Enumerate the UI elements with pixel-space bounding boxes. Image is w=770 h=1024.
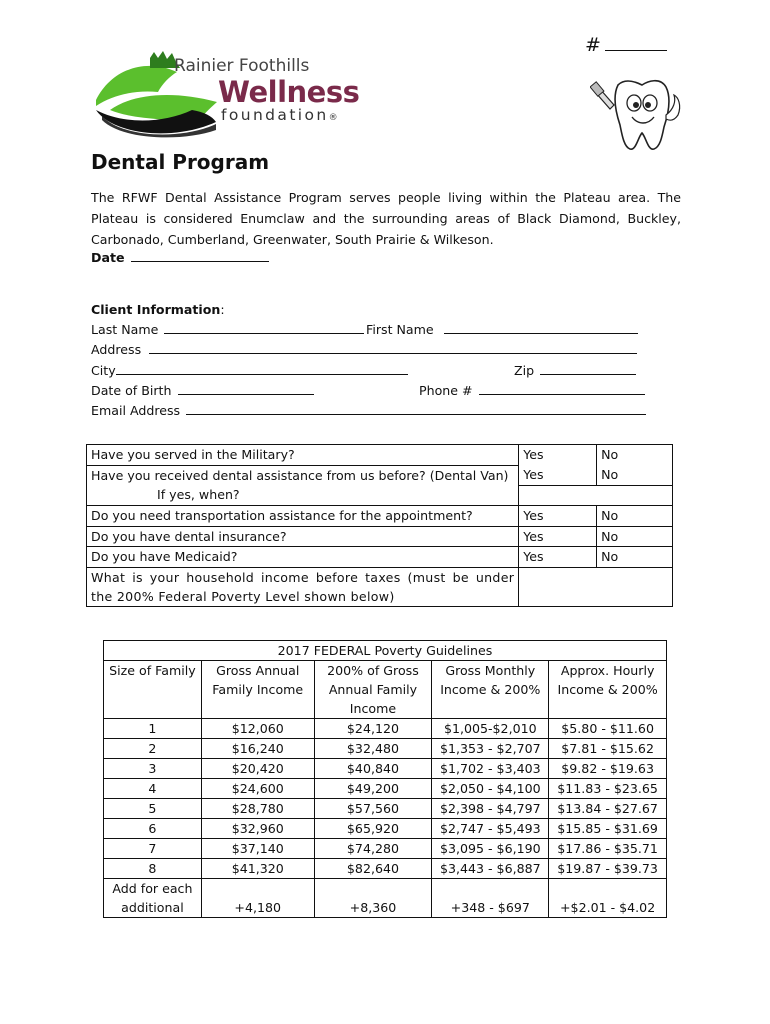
monthly-cell: $1,005-$2,010 (432, 719, 549, 739)
family-size-cell: 4 (104, 779, 202, 799)
gross-annual-cell: $24,600 (201, 779, 314, 799)
yes-option[interactable]: Yes (519, 445, 597, 466)
family-size-cell: 1 (104, 719, 202, 739)
city-field[interactable] (91, 363, 408, 378)
org-name-top: Rainier Foothills (174, 56, 310, 76)
question-text: Have you received dental assistance from us before? (Dental Van) (87, 465, 519, 485)
table-title-row (104, 641, 667, 661)
city-label: City (91, 363, 116, 378)
yes-option[interactable]: Yes (519, 547, 597, 568)
monthly-cell: $2,747 - $5,493 (432, 819, 549, 839)
question-text: Have you served in the Military? (87, 445, 519, 466)
form-number-line (605, 36, 667, 51)
first-name-line (444, 322, 638, 334)
annual-200-cell: $82,640 (314, 859, 432, 879)
zip-field[interactable] (514, 363, 636, 378)
column-header: Gross Monthly Income & 200% (432, 661, 549, 719)
dob-field[interactable] (91, 383, 314, 398)
hourly-cell: $19.87 - $39.73 (549, 859, 667, 879)
no-option[interactable]: No (597, 526, 673, 547)
registered-mark: ® (328, 113, 338, 123)
yes-option[interactable]: Yes (519, 526, 597, 547)
date-line (131, 250, 269, 262)
table-row (87, 506, 673, 527)
hourly-cell: $13.84 - $27.67 (549, 799, 667, 819)
gross-annual-cell: $12,060 (201, 719, 314, 739)
question-text: Do you need transportation assistance for the appointment? (87, 506, 519, 527)
email-line (186, 403, 646, 415)
table-row (87, 547, 673, 568)
monthly-cell: $2,398 - $4,797 (432, 799, 549, 819)
family-size-cell: 7 (104, 839, 202, 859)
last-name-label: Last Name (91, 322, 159, 337)
monthly-cell: $3,095 - $6,190 (432, 839, 549, 859)
no-option[interactable]: No (597, 547, 673, 568)
org-name-main: Wellness (218, 75, 360, 109)
question-text: What is your household income before taxes (must be under the 200% Federal Poverty Level shown below) (87, 568, 519, 607)
annual-200-cell: $57,560 (314, 799, 432, 819)
annual-200-cell: $74,280 (314, 839, 432, 859)
monthly-cell: $1,702 - $3,403 (432, 759, 549, 779)
column-header: Approx. Hourly Income & 200% (549, 661, 667, 719)
poverty-guidelines-table (103, 640, 667, 918)
client-info-heading (91, 302, 225, 317)
dob-line (178, 383, 314, 395)
question-text: Do you have Medicaid? (87, 547, 519, 568)
table-row (104, 739, 667, 759)
tooth-mascot-icon (590, 75, 685, 155)
table-row-additional (104, 879, 667, 918)
hourly-cell: $9.82 - $19.63 (549, 759, 667, 779)
last-name-line (164, 322, 364, 334)
gross-annual-cell: $37,140 (201, 839, 314, 859)
annual-200-cell: $40,840 (314, 759, 432, 779)
column-header: 200% of Gross Annual Family Income (314, 661, 432, 719)
table-row (87, 568, 673, 607)
hourly-cell: $17.86 - $35.71 (549, 839, 667, 859)
email-field[interactable] (91, 403, 646, 418)
yes-option[interactable]: Yes (519, 506, 597, 527)
form-number-field[interactable] (585, 34, 667, 56)
family-size-cell: 2 (104, 739, 202, 759)
hourly-cell: $5.80 - $11.60 (549, 719, 667, 739)
monthly-cell: $1,353 - $2,707 (432, 739, 549, 759)
zip-line (540, 363, 636, 375)
address-line (149, 342, 637, 354)
table-header-row (104, 661, 667, 719)
family-size-cell: 6 (104, 819, 202, 839)
hourly-cell: +$2.01 - $4.02 (549, 879, 667, 918)
table-title: 2017 FEDERAL Poverty Guidelines (104, 641, 667, 661)
when-answer-cell[interactable] (519, 485, 673, 506)
table-row (87, 485, 673, 506)
table-row (104, 759, 667, 779)
table-row (104, 839, 667, 859)
intro-paragraph: The RFWF Dental Assistance Program serves people living within the Plateau area. The Plateau is considered Enumclaw and the surrounding areas of Black Diamond, Buckley, Carbonado, Cumberland, Greenwater, South Prairie & Wilkeson. (91, 190, 681, 247)
table-row (104, 779, 667, 799)
table-row (104, 799, 667, 819)
no-option[interactable]: No (597, 445, 673, 466)
annual-200-cell: $65,920 (314, 819, 432, 839)
table-row (87, 526, 673, 547)
dob-label: Date of Birth (91, 383, 172, 398)
monthly-cell: $2,050 - $4,100 (432, 779, 549, 799)
family-size-cell: Add for each additional (104, 879, 202, 918)
column-header: Size of Family (104, 661, 202, 719)
date-field[interactable] (91, 250, 269, 265)
gross-annual-cell: $32,960 (201, 819, 314, 839)
table-row (87, 465, 673, 485)
table-row (104, 859, 667, 879)
hourly-cell: $15.85 - $31.69 (549, 819, 667, 839)
zip-label: Zip (514, 363, 535, 378)
phone-label: Phone # (419, 383, 473, 398)
table-row (87, 445, 673, 466)
annual-200-cell: $24,120 (314, 719, 432, 739)
monthly-cell: +348 - $697 (432, 879, 549, 918)
hourly-cell: $7.81 - $15.62 (549, 739, 667, 759)
monthly-cell: $3,443 - $6,887 (432, 859, 549, 879)
phone-field[interactable] (419, 383, 645, 398)
form-number-label: # (585, 34, 601, 56)
no-option[interactable]: No (597, 506, 673, 527)
client-info-heading-text: Client Information (91, 302, 221, 317)
gross-annual-cell: $20,420 (201, 759, 314, 779)
table-row (104, 819, 667, 839)
phone-line (479, 383, 645, 395)
question-text: If yes, when? (87, 485, 519, 506)
org-name-foundation: foundation (221, 106, 329, 124)
gross-annual-cell: $41,320 (201, 859, 314, 879)
annual-200-cell: $49,200 (314, 779, 432, 799)
city-line (116, 363, 408, 375)
gross-annual-cell: +4,180 (201, 879, 314, 918)
questions-table (86, 444, 673, 607)
no-option[interactable]: No (597, 465, 673, 485)
income-answer-cell[interactable] (519, 568, 673, 607)
email-label: Email Address (91, 403, 181, 418)
org-name-sub (221, 106, 338, 124)
table-row (104, 719, 667, 739)
family-size-cell: 5 (104, 799, 202, 819)
address-label: Address (91, 342, 142, 357)
client-info-heading-colon: : (220, 302, 225, 317)
last-name-field[interactable] (91, 322, 364, 337)
date-label: Date (91, 250, 125, 265)
gross-annual-cell: $16,240 (201, 739, 314, 759)
annual-200-cell: $32,480 (314, 739, 432, 759)
annual-200-cell: +8,360 (314, 879, 432, 918)
first-name-label: First Name (366, 322, 434, 337)
page-title: Dental Program (91, 150, 270, 174)
hourly-cell: $11.83 - $23.65 (549, 779, 667, 799)
question-text: Do you have dental insurance? (87, 526, 519, 547)
family-size-cell: 3 (104, 759, 202, 779)
first-name-field[interactable] (366, 322, 638, 337)
yes-option[interactable]: Yes (519, 465, 597, 485)
family-size-cell: 8 (104, 859, 202, 879)
gross-annual-cell: $28,780 (201, 799, 314, 819)
address-field[interactable] (91, 342, 637, 357)
column-header: Gross Annual Family Income (201, 661, 314, 719)
